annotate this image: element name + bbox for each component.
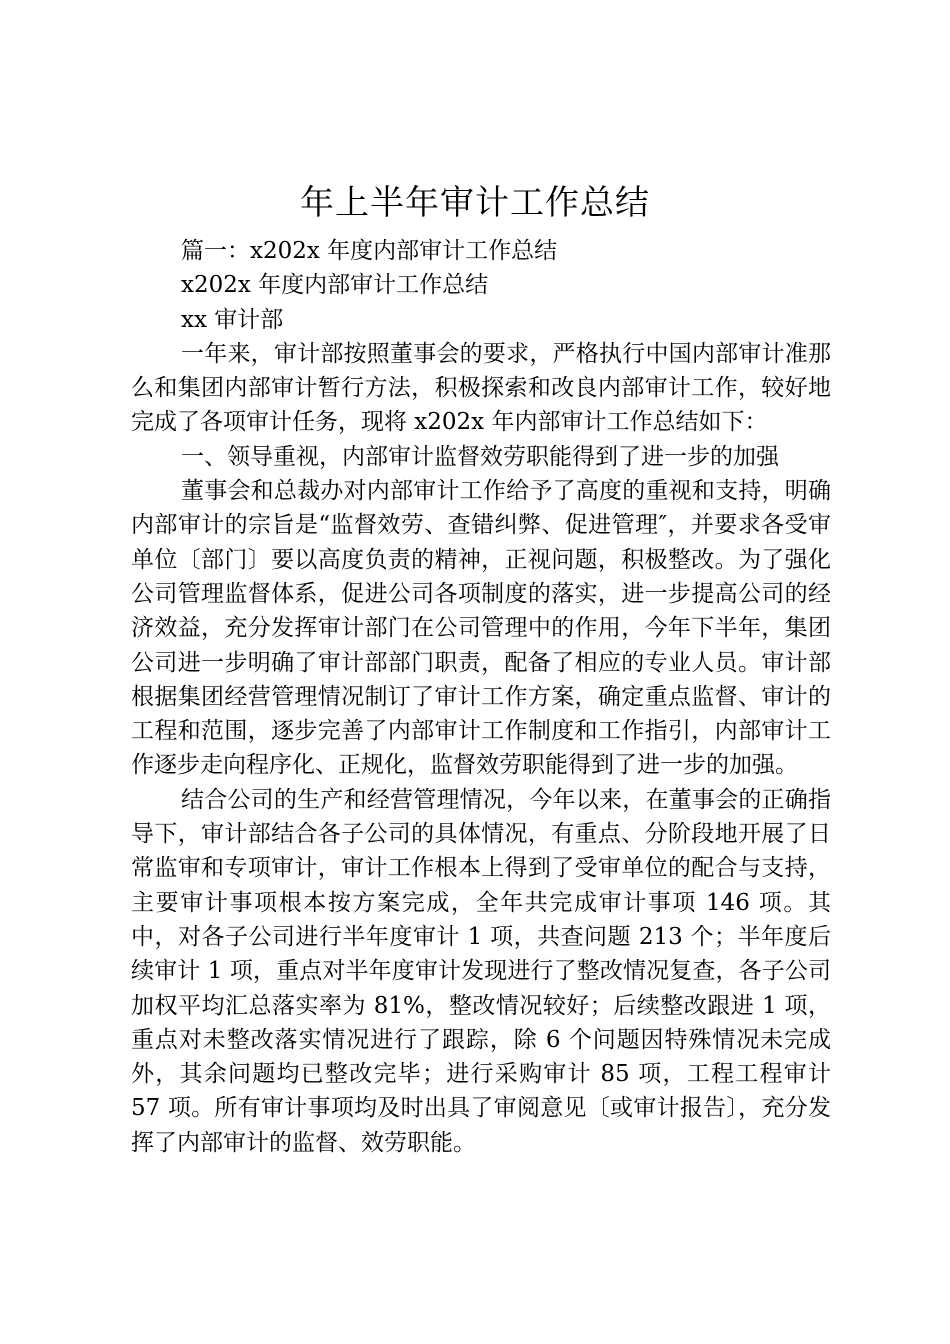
- document-title: 年上半年审计工作总结: [300, 183, 650, 223]
- department-name: xx 审计部: [181, 306, 284, 333]
- document-body: [131, 234, 831, 1160]
- body-paragraph: 结合公司的生产和经营管理情况，今年以来，在董事会的正确指导下，审计部结合各子公司的具体情况，有重点、分阶段地开展了日常监审和专项审计，审计工作根本上得到了受审单位的配合与支持，主要审计事项根本按方案完成，全年共完成审计事项 146 项。其中，对各子公司进行半年度审计 1 项，共查问题 213 个；半年度后续审计 1 项，重点对半年度审计发现进行了整改情况复查，各子公司加权平均汇总落实率为 81%，整改情况较好；后续整改跟进 1 项，重点对未整改落实情况进行了跟踪，除 6 个问题因特殊情况未完成外，其余问题均已整改完毕；进行采购审计 85 项，工程工程审计 57 项。所有审计事项均及时出具了审阅意见〔或审计报告〕，充分发挥了内部审计的监督、效劳职能。: [131, 786, 831, 1156]
- body-paragraph: 董事会和总裁办对内部审计工作给予了高度的重视和支持，明确内部审计的宗旨是“监督效劳、查错纠弊、促进管理″，并要求各受审单位〔部门〕要以高度负责的精神，正视问题，积极整改。为了强化公司管理监督体系，促进公司各项制度的落实，进一步提高公司的经济效益，充分发挥审计部门在公司管理中的作用，今年下半年，集团公司进一步明确了审计部部门职责，配备了相应的专业人员。审计部根据集团经营管理情况制订了审计工作方案，确定重点监督、审计的工程和范围，逐步完善了内部审计工作制度和工作指引，内部审计工作逐步走向程序化、正规化，监督效劳职能得到了进一步的加强。: [131, 478, 831, 779]
- subsection-heading: 一、领导重视，内部审计监督效劳职能得到了进一步的加强: [181, 443, 779, 470]
- section-heading: 篇一：x202x 年度内部审计工作总结: [181, 238, 558, 264]
- intro-paragraph: 一年来，审计部按照董事会的要求，严格执行中国内部审计准那么和集团内部审计暂行方法，积极探索和改良内部审计工作，较好地完成了各项审计任务，现将 x202x 年内部审计工作总结如下：: [131, 340, 831, 436]
- report-title: x202x 年度内部审计工作总结: [181, 272, 489, 299]
